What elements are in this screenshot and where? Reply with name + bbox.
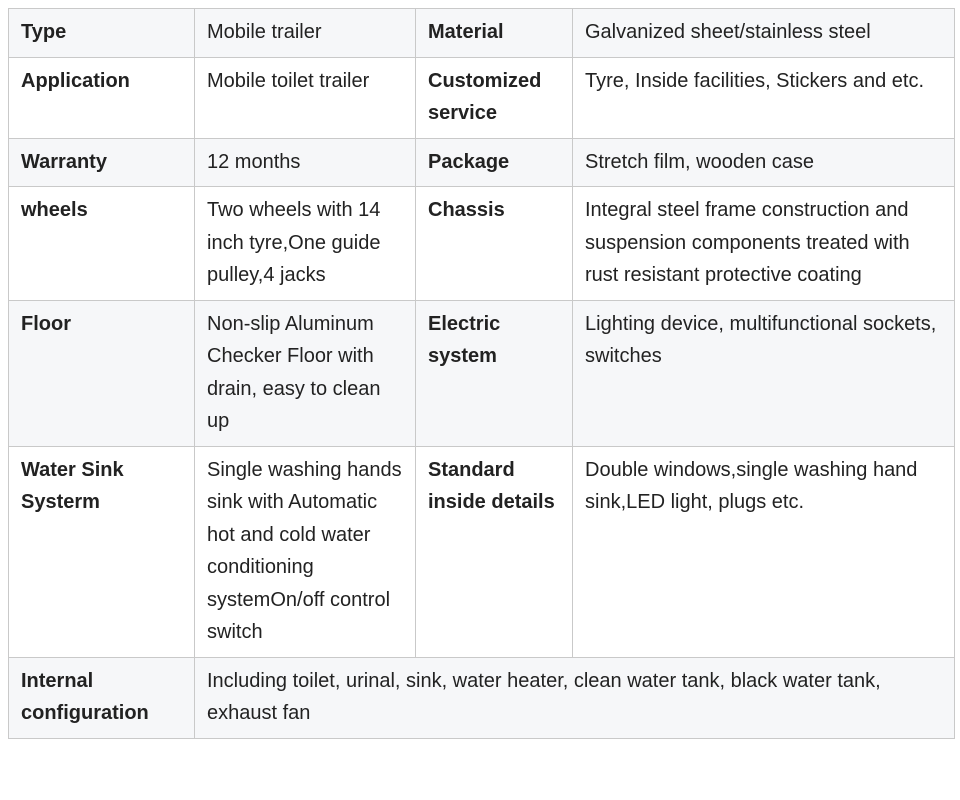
spec-key: wheels [9,187,195,301]
spec-value: Mobile toilet trailer [195,57,416,138]
spec-value: Including toilet, urinal, sink, water heater, clean water tank, black water tank, exhaust fan [195,657,955,738]
table-row [9,138,955,187]
spec-key: Material [416,9,573,58]
spec-key: Warranty [9,138,195,187]
table-row [9,187,955,301]
table-row [9,300,955,446]
spec-value: Tyre, Inside facilities, Stickers and etc. [573,57,955,138]
spec-key: Internal configuration [9,657,195,738]
table-row [9,446,955,657]
table-row [9,9,955,58]
table-row [9,57,955,138]
spec-value: Stretch film, wooden case [573,138,955,187]
spec-key: Customized service [416,57,573,138]
spec-value: Single washing hands sink with Automatic hot and cold water conditioning systemOn/off control switch [195,446,416,657]
spec-value: Mobile trailer [195,9,416,58]
spec-value: Lighting device, multifunctional sockets, switches [573,300,955,446]
spec-key: Electric system [416,300,573,446]
spec-value: Double windows,single washing hand sink,LED light, plugs etc. [573,446,955,657]
spec-value: Integral steel frame construction and suspension components treated with rust resistant protective coating [573,187,955,301]
spec-key: Application [9,57,195,138]
table-row [9,657,955,738]
spec-key: Standard inside details [416,446,573,657]
spec-value: Two wheels with 14 inch tyre,One guide pulley,4 jacks [195,187,416,301]
spec-value: 12 months [195,138,416,187]
spec-key: Type [9,9,195,58]
spec-key: Floor [9,300,195,446]
spec-key: Package [416,138,573,187]
spec-value: Galvanized sheet/stainless steel [573,9,955,58]
spec-key: Water Sink Systerm [9,446,195,657]
spec-table [8,8,955,739]
spec-value: Non-slip Aluminum Checker Floor with drain, easy to clean up [195,300,416,446]
spec-key: Chassis [416,187,573,301]
